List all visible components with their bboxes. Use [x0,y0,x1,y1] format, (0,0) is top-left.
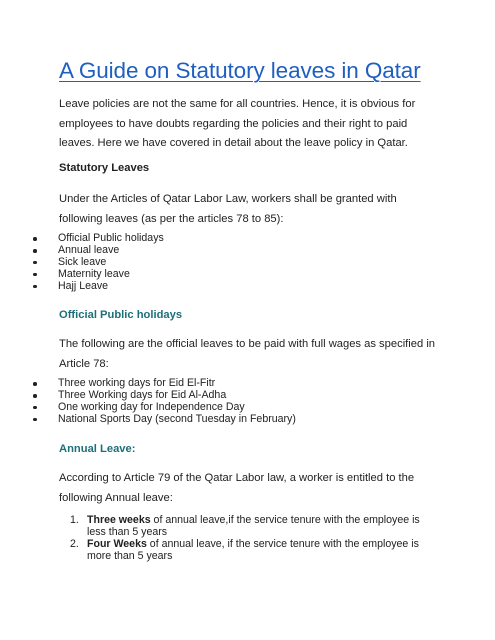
bullet-icon [33,261,37,265]
list-item: National Sports Day (second Tuesday in February) [30,414,296,426]
annual-leave-paragraph: According to Article 79 of the Qatar Labor law, a worker is entitled to the following Annual leave: [59,472,415,504]
statutory-leaves-list [30,233,164,293]
list-item: Sick leave [30,257,164,269]
list-item: Hajj Leave [30,281,164,293]
bullet-icon [33,249,37,253]
list-item: 2. Four Weeks of annual leave, if the service tenure with the employee is more than 5 years [70,537,419,562]
bullet-icon [33,273,37,277]
bullet-icon [33,406,37,410]
public-holidays-list [30,378,296,426]
bullet-icon [33,382,37,386]
bullet-icon [33,285,37,289]
bullet-icon [33,418,37,422]
public-holidays-paragraph: The following are the official leaves to be paid with full wages as specified in Article 78: [59,338,436,370]
list-item: One working day for Independence Day [30,402,296,414]
statutory-leaves-paragraph: Under the Articles of Qatar Labor Law, workers shall be granted with following leaves (as per the articles 78 to 85): [59,193,397,225]
annual-leave-heading: Annual Leave: [59,443,136,455]
annual-leave-list [70,515,430,563]
statutory-leaves-heading: Statutory Leaves [59,162,150,174]
list-item: Official Public holidays [30,233,164,245]
bullet-icon [33,237,37,241]
list-item: Maternity leave [30,269,164,281]
list-item: Three Working days for Eid Al-Adha [30,390,296,402]
intro-paragraph: Leave policies are not the same for all countries. Hence, it is obvious for employees to have doubts regarding the policies and their right to paid leaves. Here we have covered in detail about the leave policy in Qatar. [59,98,416,149]
bullet-icon [33,394,37,398]
public-holidays-heading: Official Public holidays [59,309,183,321]
page-title[interactable]: A Guide on Statutory leaves in Qatar [59,58,421,83]
list-item: 1. Three weeks of annual leave,if the service tenure with the employee is less than 5 years [70,514,420,538]
list-item: Annual leave [30,245,164,257]
list-item: Three working days for Eid El-Fitr [30,378,296,390]
